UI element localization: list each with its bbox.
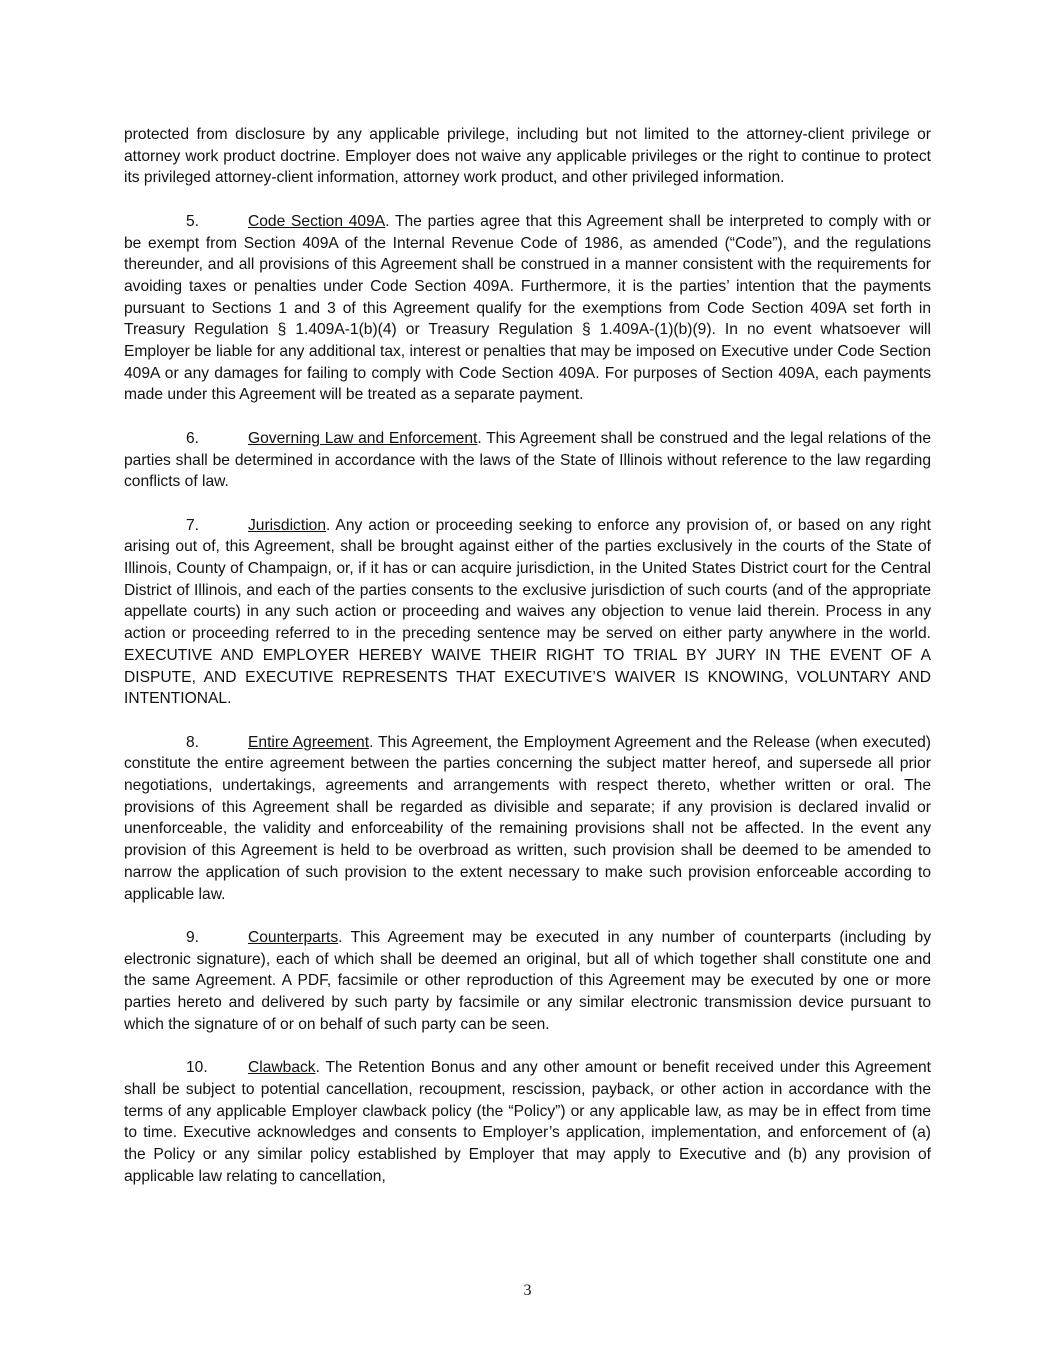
section-heading: Code Section 409A <box>248 212 386 230</box>
section-heading: Clawback <box>248 1059 316 1077</box>
section-text: . This Agreement may be executed in any number of counterparts (including by electronic signature), each of which shall be deemed an original, but all of which together shall constitute one and the same Agreement. A PDF, facsimile or other reproduction of this Agreement may be executed by one or more parties hereto and delivered by such party by facsimile or any similar electronic transmission device pursuant to which the signature of or on behalf of such party can be seen. <box>124 928 931 1033</box>
section-number: 9. <box>186 928 200 946</box>
section-heading: Counterparts <box>248 928 339 946</box>
section-10 <box>124 1057 931 1187</box>
section-7 <box>124 515 931 710</box>
section-heading: Entire Agreement <box>248 733 370 751</box>
section-number: 7. <box>186 516 200 534</box>
section-number: 8. <box>186 733 200 751</box>
section-text: . This Agreement, the Employment Agreement and the Release (when executed) constitute the entire agreement between the parties concerning the subject matter hereof, and supersede all prior negotiations, undertakings, agreements and arrangements with respect thereto, whether written or oral. The provisions of this Agreement shall be regarded as divisible and separate; if any provision is declared invalid or unenforceable, the validity and enforceability of the remaining provisions shall not be affected. In the event any provision of this Agreement is held to be overbroad as written, such provision shall be deemed to be amended to narrow the application of such provision to the extent necessary to make such provision enforceable according to applicable law. <box>124 733 931 903</box>
document-page <box>124 124 931 1209</box>
section-text: . This Agreement shall be construed and the legal relations of the parties shall be determined in accordance with the laws of the State of Illinois without reference to the law regarding conflicts of law. <box>124 429 931 491</box>
section-6 <box>124 428 931 493</box>
section-text: . The Retention Bonus and any other amount or benefit received under this Agreement shall be subject to potential cancellation, recoupment, rescission, payback, or other action in accordance with the terms of any applicable Employer clawback policy (the “Policy”) or any applicable law, as may be in effect from time to time. Executive acknowledges and consents to Employer’s application, implementation, and enforcement of (a) the Policy or any similar policy established by Employer that may apply to Executive and (b) any provision of applicable law relating to cancellation, <box>124 1059 931 1185</box>
section-number: 10. <box>186 1059 208 1077</box>
section-5 <box>124 211 931 406</box>
section-number: 6. <box>186 429 200 447</box>
section-text: . The parties agree that this Agreement shall be interpreted to comply with or be exempt from Section 409A of the Internal Revenue Code of 1986, as amended (“Code”), and the regulations thereunder, and all provisions of this Agreement shall be construed in a manner consistent with the requirements for avoiding taxes or penalties under Code Section 409A. Furthermore, it is the parties’ intention that the payments pursuant to Sections 1 and 3 of this Agreement qualify for the exemptions from Code Section 409A set forth in Treasury Regulation § 1.409A-1(b)(4) or Treasury Regulation § 1.409A-(1)(b)(9). In no event whatsoever will Employer be liable for any additional tax, interest or penalties that may be imposed on Executive under Code Section 409A or any damages for failing to comply with Code Section 409A. For purposes of Section 409A, each payments made under this Agreement will be treated as a separate payment. <box>124 212 931 404</box>
section-8 <box>124 732 931 906</box>
section-9 <box>124 927 931 1036</box>
section-heading: Jurisdiction <box>248 516 326 534</box>
section-heading: Governing Law and Enforcement <box>248 429 478 447</box>
page-number: 3 <box>523 1282 532 1299</box>
section-text: . Any action or proceeding seeking to enforce any provision of, or based on any right arising out of, this Agreement, shall be brought against either of the parties exclusively in the courts of the State of Illinois, County of Champaign, or, if it has or can acquire jurisdiction, in the United States District court for the Central District of Illinois, and each of the parties consents to the exclusive jurisdiction of such courts (and of the appropriate appellate courts) in any such action or proceeding and waives any objection to venue laid therein. Process in any action or proceeding referred to in the preceding sentence may be served on either party anywhere in the world. EXECUTIVE AND EMPLOYER HEREBY WAIVE THEIR RIGHT TO TRIAL BY JURY IN THE EVENT OF A DISPUTE, AND EXECUTIVE REPRESENTS THAT EXECUTIVE’S WAIVER IS KNOWING, VOLUNTARY AND INTENTIONAL. <box>124 516 931 708</box>
section-number: 5. <box>186 212 200 230</box>
continuation-paragraph: protected from disclosure by any applicable privilege, including but not limited to the attorney-client privilege or attorney work product doctrine. Employer does not waive any applicable privileges or the right to continue to protect its privileged attorney-client information, attorney work product, and other privileged information. <box>124 126 931 187</box>
